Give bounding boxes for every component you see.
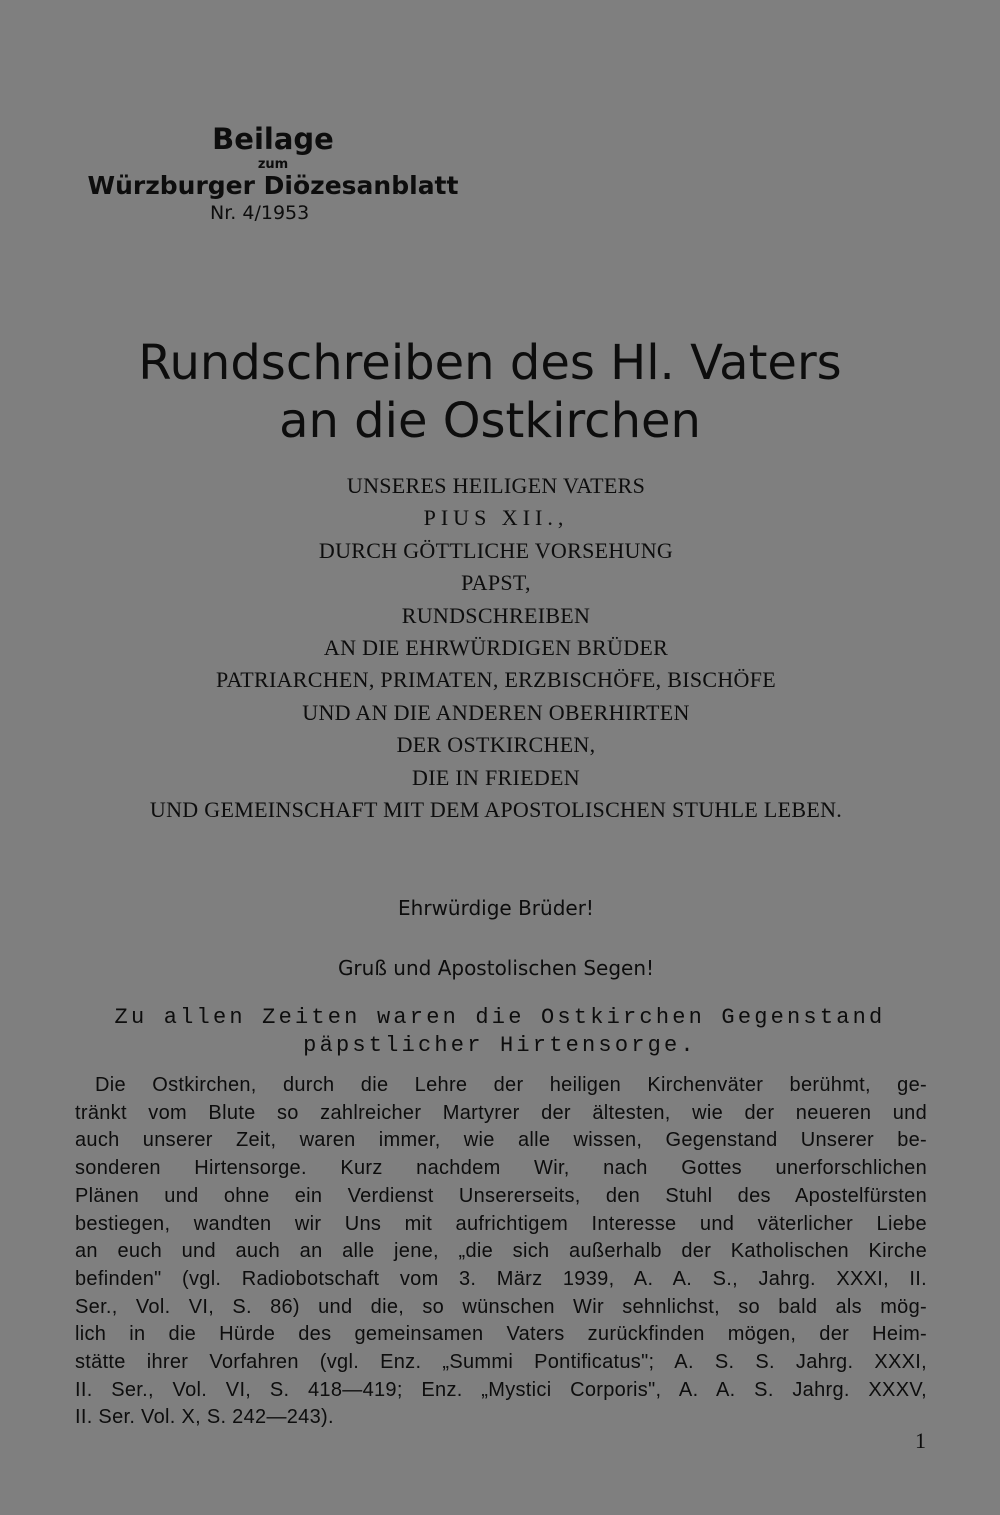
body-line: stätte ihrer Vorfahren (vgl. Enz. „Summi Pontificatus"; A. S. S. Jahrg. XXXI, <box>75 1351 927 1374</box>
header-line: UND GEMEINSCHAFT MIT DEM APOSTOLISCHEN STUHLE LEBEN. <box>149 797 843 823</box>
body-line: auch unserer Zeit, waren immer, wie alle wissen, Gegenstand Unserer be- <box>75 1129 927 1152</box>
body-line: Ser., Vol. VI, S. 86) und die, so wünschen Wir sehnlichst, so bald als mög- <box>75 1295 927 1318</box>
body-line: tränkt vom Blute so zahlreicher Martyrer der ältesten, wie der neueren und <box>75 1101 927 1124</box>
header-line: PATRIARCHEN, PRIMATEN, ERZBISCHÖFE, BISCHÖFE <box>215 667 777 693</box>
section-heading-line-2: päpstlicher Hirtensorge. <box>303 1033 697 1058</box>
title-line-2: an die Ostkirchen <box>279 393 701 449</box>
header-line: DURCH GÖTTLICHE VORSEHUNG <box>318 537 674 563</box>
section-heading <box>0 1004 1000 1060</box>
body-line: bestiegen, wandten wir Uns mit aufrichtigem Interesse und väterlicher Liebe <box>75 1212 927 1235</box>
issue-number: Nr. 4/1953 <box>210 202 310 224</box>
supplement-header <box>40 122 506 224</box>
header-line: DER OSTKIRCHEN, <box>396 732 596 758</box>
document-title <box>0 334 980 450</box>
encyclical-header <box>0 470 992 826</box>
page-number: 1 <box>915 1428 926 1453</box>
supplement-connector: zum <box>257 157 289 172</box>
header-line: UNSERES HEILIGEN VATERS <box>346 473 646 498</box>
header-line: UND AN DIE ANDEREN OBERHIRTEN <box>302 699 690 725</box>
header-line: PIUS XII., <box>423 505 569 531</box>
greeting-line: Gruß und Apostolischen Segen! <box>337 956 655 980</box>
address-line: Ehrwürdige Brüder! <box>398 896 594 920</box>
body-line: Die Ostkirchen, durch die Lehre der heiligen Kirchenväter berühmt, ge- <box>95 1074 927 1096</box>
header-line: RUNDSCHREIBEN <box>401 602 591 628</box>
publication-name: Würzburger Diözesanblatt <box>87 171 459 200</box>
body-line: Plänen und ohne ein Verdienst Unsererseits, den Stuhl des Apostelfürsten <box>75 1184 927 1207</box>
body-line: befinden" (vgl. Radiobotschaft vom 3. März 1939, A. A. S., Jahrg. XXXI, II. <box>75 1267 927 1290</box>
body-line: II. Ser., Vol. VI, S. 418—419; Enz. „Mystici Corporis", A. A. S. Jahrg. XXXV, <box>75 1378 927 1401</box>
body-paragraph <box>75 1072 927 1432</box>
header-line: DIE IN FRIEDEN <box>412 764 580 790</box>
body-line: lich in die Hürde des gemeinsamen Vaters zurückfinden mögen, der Heim- <box>75 1323 927 1346</box>
supplement-label: Beilage <box>212 122 334 156</box>
body-line: sonderen Hirtensorge. Kurz nachdem Wir, nach Gottes unerforschlichen <box>75 1157 927 1180</box>
section-heading-line-1: Zu allen Zeiten waren die Ostkirchen Gegenstand <box>114 1005 886 1030</box>
title-line-1: Rundschreiben des Hl. Vaters <box>138 335 842 391</box>
header-line: AN DIE EHRWÜRDIGEN BRÜDER <box>323 635 669 661</box>
body-line: an euch und auch an alle jene, „die sich außerhalb der Katholischen Kirche <box>75 1240 927 1263</box>
body-line: II. Ser. Vol. X, S. 242—243). <box>75 1406 334 1429</box>
header-line: PAPST, <box>461 570 531 596</box>
